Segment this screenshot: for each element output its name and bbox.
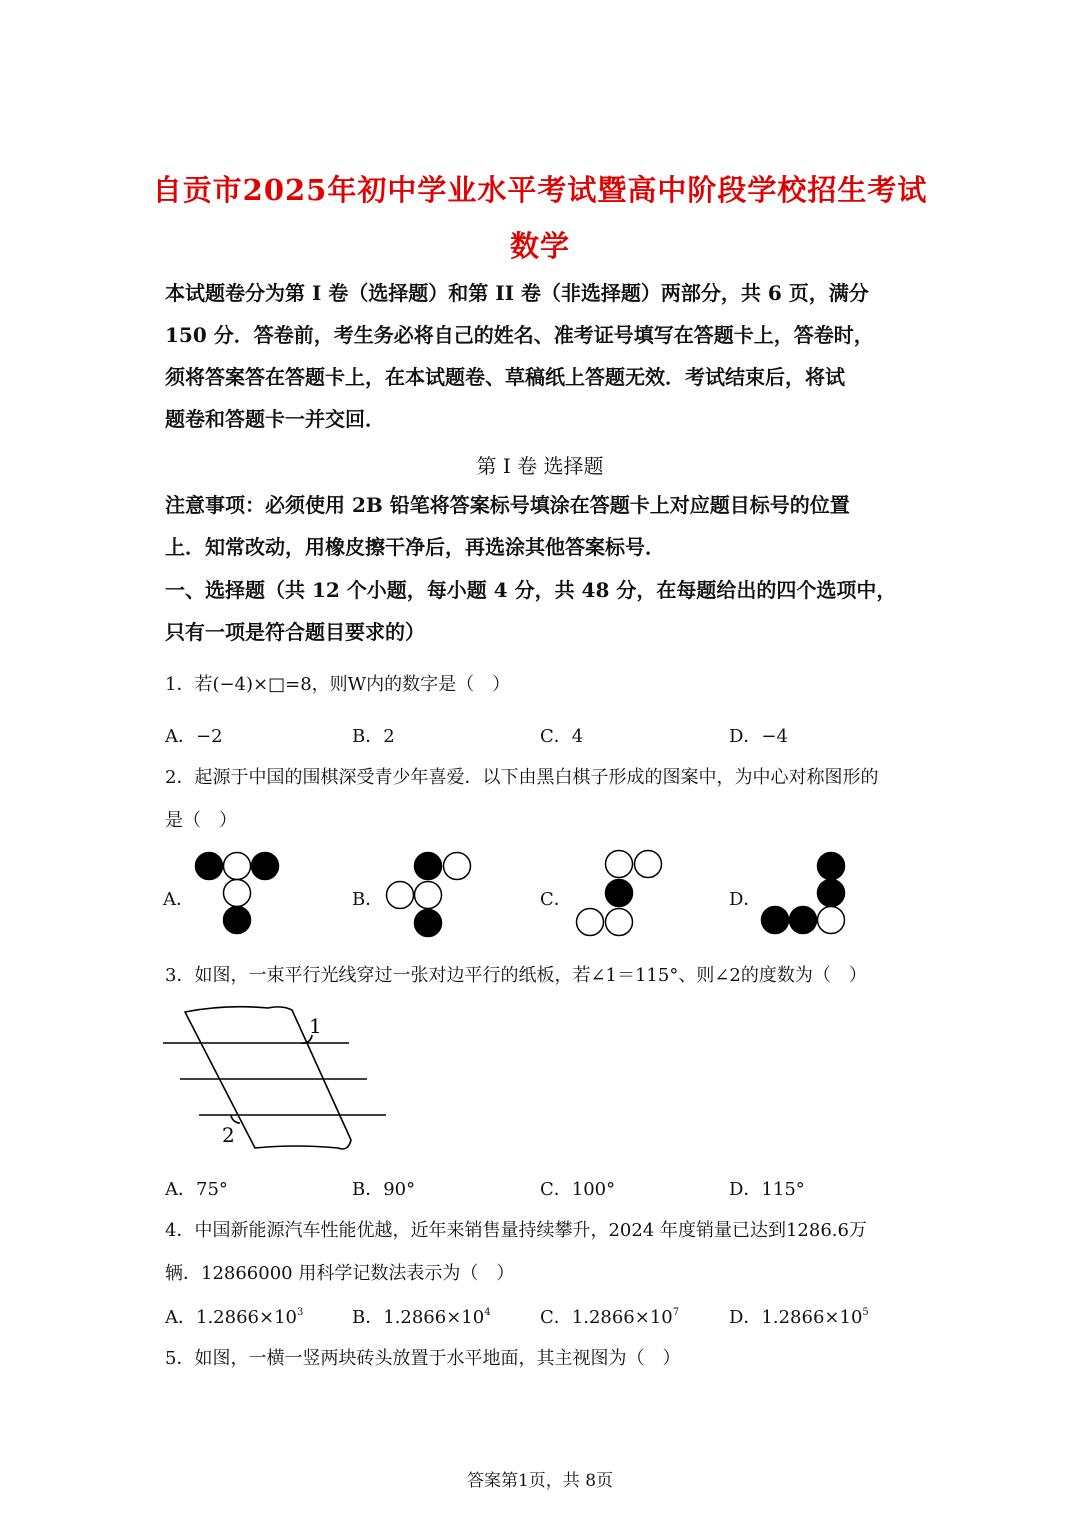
q2-option-c-label: C． xyxy=(540,889,572,910)
q2-option-d-label: D． xyxy=(729,889,762,910)
notice-line: 注意事项：必须使用 2B 铅笔将答案标号填涂在答题卡上对应题目标号的位置 xyxy=(165,493,850,517)
q1-option-d: D．−4 xyxy=(729,726,788,747)
exam-subject: 数学 xyxy=(509,229,570,263)
q4-option-c: C．$1.2866\times 10^7$ xyxy=(540,1307,680,1328)
q1-option-c: C．4 xyxy=(540,726,584,747)
angle-1-label: 1 xyxy=(309,1014,322,1038)
intro-line: 150 分．答卷前，考生务必将自己的姓名、准考证号填写在答题卡上，答卷时， xyxy=(165,323,874,347)
q2-option-b-label: B． xyxy=(352,889,384,910)
q1-option-b: B．2 xyxy=(352,726,395,747)
intro-line: 题卷和答题卡一并交回． xyxy=(165,407,385,431)
part1-line: 只有一项是符合题目要求的） xyxy=(165,620,425,644)
q4-stem-line1: 4．中国新能源汽车性能优越，近年来销售量持续攀升，2024 年度销量已达到1286.6万 xyxy=(165,1220,867,1241)
notice-line: 上．知常改动，用橡皮擦干净后，再选涂其他答案标号． xyxy=(165,535,665,559)
part1-line: 一、选择题（共 12 个小题，每小题 4 分，共 48 分，在每题给出的四个选项中， xyxy=(165,578,897,602)
q4-option-d: D．$1.2866\times 10^5$ xyxy=(729,1307,869,1328)
intro-line: 须将答案答在答题卡上，在本试题卷、草稿纸上答题无效．考试结束后，将试 xyxy=(165,365,845,389)
q3-option-d: D．115° xyxy=(729,1179,805,1200)
q3-option-a: A．75° xyxy=(165,1179,228,1200)
q2-stem-line2: 是（ ） xyxy=(165,810,237,831)
q5-stem: 5．如图，一横一竖两块砖头放置于水平地面，其主视图为（ ） xyxy=(165,1348,681,1369)
q2-stem-line1: 2．起源于中国的围棋深受青少年喜爱．以下由黑白棋子形成的图案中，为中心对称图形的 xyxy=(165,767,879,788)
angle-2-label: 2 xyxy=(222,1123,235,1147)
q3-stem: 3．如图，一束平行光线穿过一张对边平行的纸板，若∠1＝115°、则∠2的度数为（ ） xyxy=(165,965,867,986)
q4-option-b: B．$1.2866\times 10^4$ xyxy=(352,1307,491,1328)
q4-stem-line2: 辆．12866000 用科学记数法表示为（ ） xyxy=(165,1263,515,1284)
paper-board xyxy=(185,1007,351,1149)
section-heading: 第 I 卷 选择题 xyxy=(476,454,604,478)
q3-option-b: B．90° xyxy=(352,1179,416,1200)
q2-option-a-label: A． xyxy=(163,889,194,910)
exam-title: 自贡市2025年初中学业水平考试暨高中阶段学校招生考试 xyxy=(152,173,928,207)
q1-stem: 1．若(−4)×□=8，则W内的数字是（ ） xyxy=(165,674,511,695)
q4-option-a: A．$1.2866\times 10^3$ xyxy=(165,1307,304,1328)
page-footer: 答案第1页，共 8页 xyxy=(466,1471,614,1491)
intro-line: 本试题卷分为第 I 卷（选择题）和第 II 卷（非选择题）两部分，共 6 页，满分 xyxy=(165,281,869,305)
q3-option-c: C．100° xyxy=(540,1179,616,1200)
q1-option-a: A．−2 xyxy=(165,726,223,747)
